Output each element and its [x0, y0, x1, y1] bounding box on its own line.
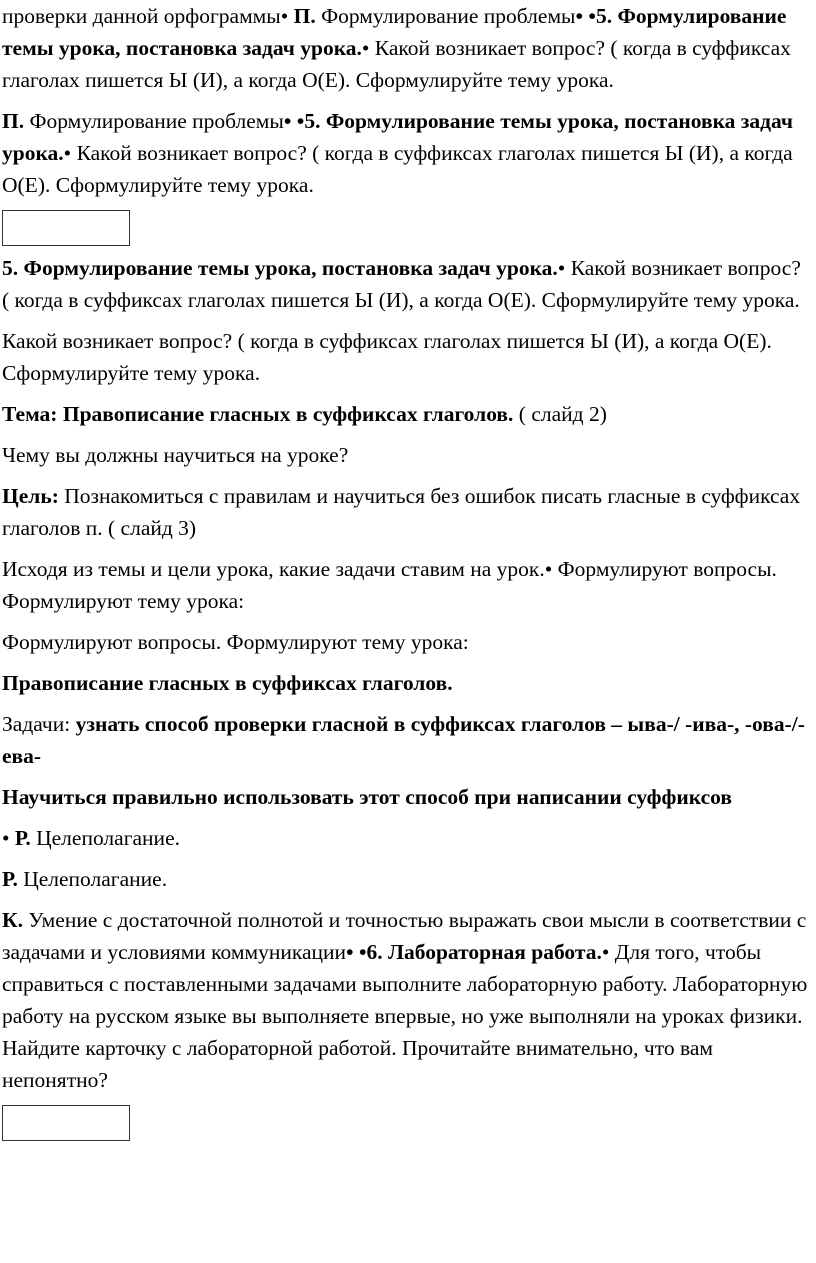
bullet: • • — [283, 109, 305, 133]
paragraph-topic-bold — [2, 667, 810, 699]
text: Формулирование проблемы — [315, 4, 576, 28]
text: Какой возникает вопрос? ( когда в суффиксах глаголах пишется Ы (И), а когда О(Е). Сформулируйте тему урока. — [2, 36, 791, 92]
bullet: • — [544, 557, 558, 581]
bullet: • — [361, 36, 375, 60]
bullet: • • — [575, 4, 596, 28]
label-p: П. — [2, 109, 25, 133]
text: Исходя из темы и цели урока, какие задачи ставим на урок. — [2, 557, 545, 581]
empty-box — [2, 1105, 130, 1141]
bullet: • — [2, 826, 15, 850]
topic-text: Правописание гласных в суффиксах глаголов. — [2, 671, 453, 695]
heading-step-5: 5. Формулирование темы урока, постановка задач урока. — [2, 4, 787, 60]
bullet: • — [601, 940, 615, 964]
tasks-text: узнать способ проверки гласной в суффиксах глаголов – ыва-/ -ива-, -ова-/-ева- — [2, 712, 805, 768]
paragraph-r — [2, 863, 810, 895]
heading-step-5: 5. Формулирование темы урока, постановка задач урока. — [2, 109, 794, 165]
paragraph-1 — [2, 0, 810, 96]
heading-step-6: 6. Лабораторная работа. — [366, 940, 602, 964]
bullet: • — [63, 141, 77, 165]
bullet: • — [280, 4, 294, 28]
text: Формулируют вопросы. Формулируют тему урока: — [2, 557, 777, 613]
bullet: • — [557, 256, 571, 280]
text: Целеполагание. — [17, 867, 168, 891]
text: Целеполагание. — [30, 826, 180, 850]
paragraph-formulate: Формулируют вопросы. Формулируют тему урока: — [2, 630, 469, 654]
paragraph-2 — [2, 105, 810, 201]
text: проверки данной орфограммы — [2, 4, 281, 28]
label-k: К. — [2, 908, 23, 932]
text: Формулирование проблемы — [24, 109, 284, 133]
text: Какой возникает вопрос? ( когда в суффиксах глаголах пишется Ы (И), а когда О(Е). Сформулируйте тему урока. — [2, 141, 793, 197]
paragraph-k — [2, 904, 810, 1096]
learn-text: Научиться правильно использовать этот способ при написании суффиксов — [2, 785, 732, 809]
text: Для того, чтобы справиться с поставленными задачами выполните лабораторную работу. Лабораторную работу на русском языке вы выполняете впервые, но уже выполняли на уроках физики. Найдите карточку с лабораторной работой. Прочитайте внимательно, что вам непонятно? — [2, 940, 808, 1092]
heading-step-5: 5. Формулирование темы урока, постановка задач урока. — [2, 256, 558, 280]
label-p: П. — [293, 4, 316, 28]
empty-box — [2, 210, 130, 246]
paragraph-tasks — [2, 708, 810, 772]
paragraph-topic — [2, 398, 810, 430]
topic-label: Тема: Правописание гласных в суффиксах глаголов. — [2, 402, 514, 426]
paragraph-r-bullet — [2, 822, 810, 854]
document-body — [2, 0, 810, 1147]
slide-ref: ( слайд 2) — [513, 402, 607, 426]
label-r: Р. — [14, 826, 31, 850]
text: Умение с достаточной полнотой и точностью выражать свои мысли в соответствии с задачами и условиями коммуникации — [2, 908, 807, 964]
bullet: • • — [346, 940, 367, 964]
text: Какой возникает вопрос? ( когда в суффиксах глаголах пишется Ы (И), а когда О(Е). Сформулируйте тему урока. — [2, 256, 801, 312]
label-r: Р. — [2, 867, 18, 891]
paragraph-goal — [2, 480, 810, 544]
paragraph-learn — [2, 781, 810, 813]
paragraph-3 — [2, 252, 810, 316]
tasks-label: Задачи: — [2, 712, 76, 736]
paragraph-4: Какой возникает вопрос? ( когда в суффиксах глаголах пишется Ы (И), а когда О(Е). Сформулируйте тему урока. — [2, 329, 772, 385]
goal-label: Цель: — [2, 484, 59, 508]
goal-text: Познакомиться с правилам и научиться без ошибок писать гласные в суффиксах глаголов п. ( слайд 3) — [2, 484, 801, 540]
paragraph-tasks-intro — [2, 553, 810, 617]
paragraph-question: Чему вы должны научиться на уроке? — [2, 443, 349, 467]
